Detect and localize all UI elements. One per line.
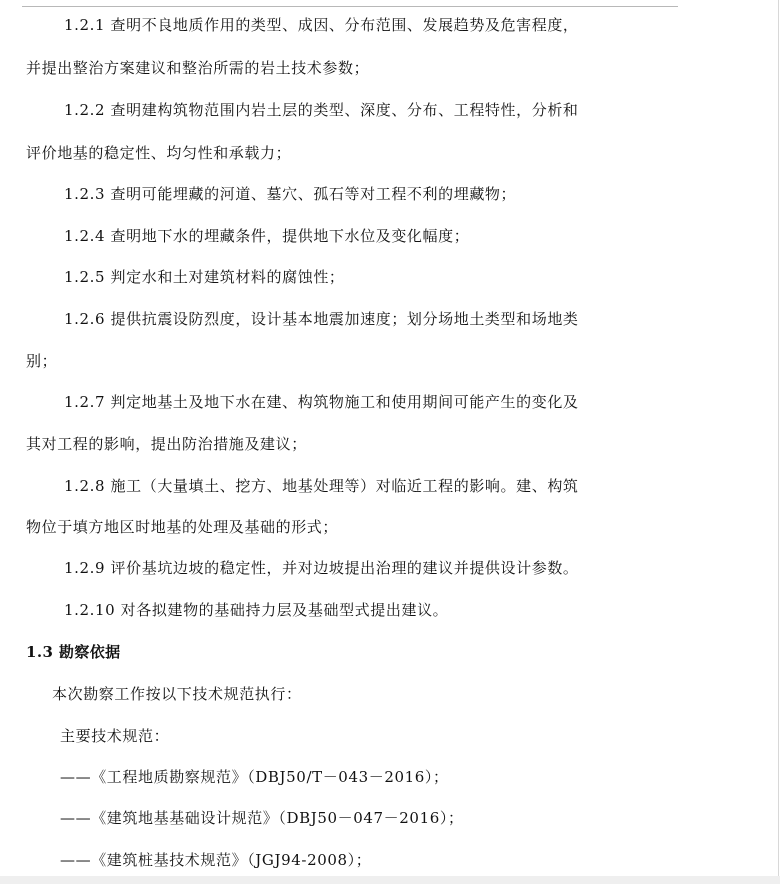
item-1-2-6-line-1: 1.2.6 提供抗震设防烈度，设计基本地震加速度；划分场地土类型和场地类: [64, 310, 579, 328]
page-edge: [778, 0, 779, 884]
item-1-2-1-line-2: 并提出整治方案建议和整治所需的岩土技术参数；: [26, 59, 370, 77]
item-1-2-9-line-1: 1.2.9 评价基坑边坡的稳定性，并对边坡提出治理的建议并提供设计参数。: [64, 559, 579, 577]
item-1-2-10-line-1: 1.2.10 对各拟建物的基础持力层及基础型式提出建议。: [64, 601, 449, 619]
section-intro: 本次勘察工作按以下技术规范执行：: [52, 685, 302, 703]
item-1-2-2-line-1: 1.2.2 查明建构筑物范围内岩土层的类型、深度、分布、工程特性，分析和: [64, 101, 579, 119]
item-1-2-2-line-2: 评价地基的稳定性、均匀性和承载力；: [26, 144, 292, 162]
standard-item-2: ——《建筑地基基础设计规范》（DBJ50－047－2016）；: [60, 809, 464, 827]
item-1-2-4-line-1: 1.2.4 查明地下水的埋藏条件，提供地下水位及变化幅度；: [64, 227, 470, 245]
bottom-scroll-strip: [0, 876, 780, 884]
item-1-2-3-line-1: 1.2.3 查明可能埋藏的河道、墓穴、孤石等对工程不利的埋藏物；: [64, 185, 517, 203]
item-1-2-6-line-2: 别；: [26, 352, 58, 370]
section-heading: 1.3 勘察依据: [26, 643, 121, 661]
header-rule: [22, 6, 678, 7]
item-1-2-8-line-1: 1.2.8 施工（大量填土、挖方、地基处理等）对临近工程的影响。建、构筑: [64, 477, 579, 495]
item-1-2-5-line-1: 1.2.5 判定水和土对建筑材料的腐蚀性；: [64, 268, 345, 286]
standards-subheading: 主要技术规范：: [60, 727, 170, 745]
item-1-2-1-line-1: 1.2.1 查明不良地质作用的类型、成因、分布范围、发展趋势及危害程度，: [64, 16, 579, 34]
item-1-2-8-line-2: 物位于填方地区时地基的处理及基础的形式；: [26, 518, 339, 536]
item-1-2-7-line-2: 其对工程的影响，提出防治措施及建议；: [26, 435, 307, 453]
standard-item-1: ——《工程地质勘察规范》（DBJ50/T－043－2016）；: [60, 768, 449, 786]
standard-item-3: ——《建筑桩基技术规范》（JGJ94-2008）；: [60, 851, 372, 869]
item-1-2-7-line-1: 1.2.7 判定地基土及地下水在建、构筑物施工和使用期间可能产生的变化及: [64, 393, 579, 411]
